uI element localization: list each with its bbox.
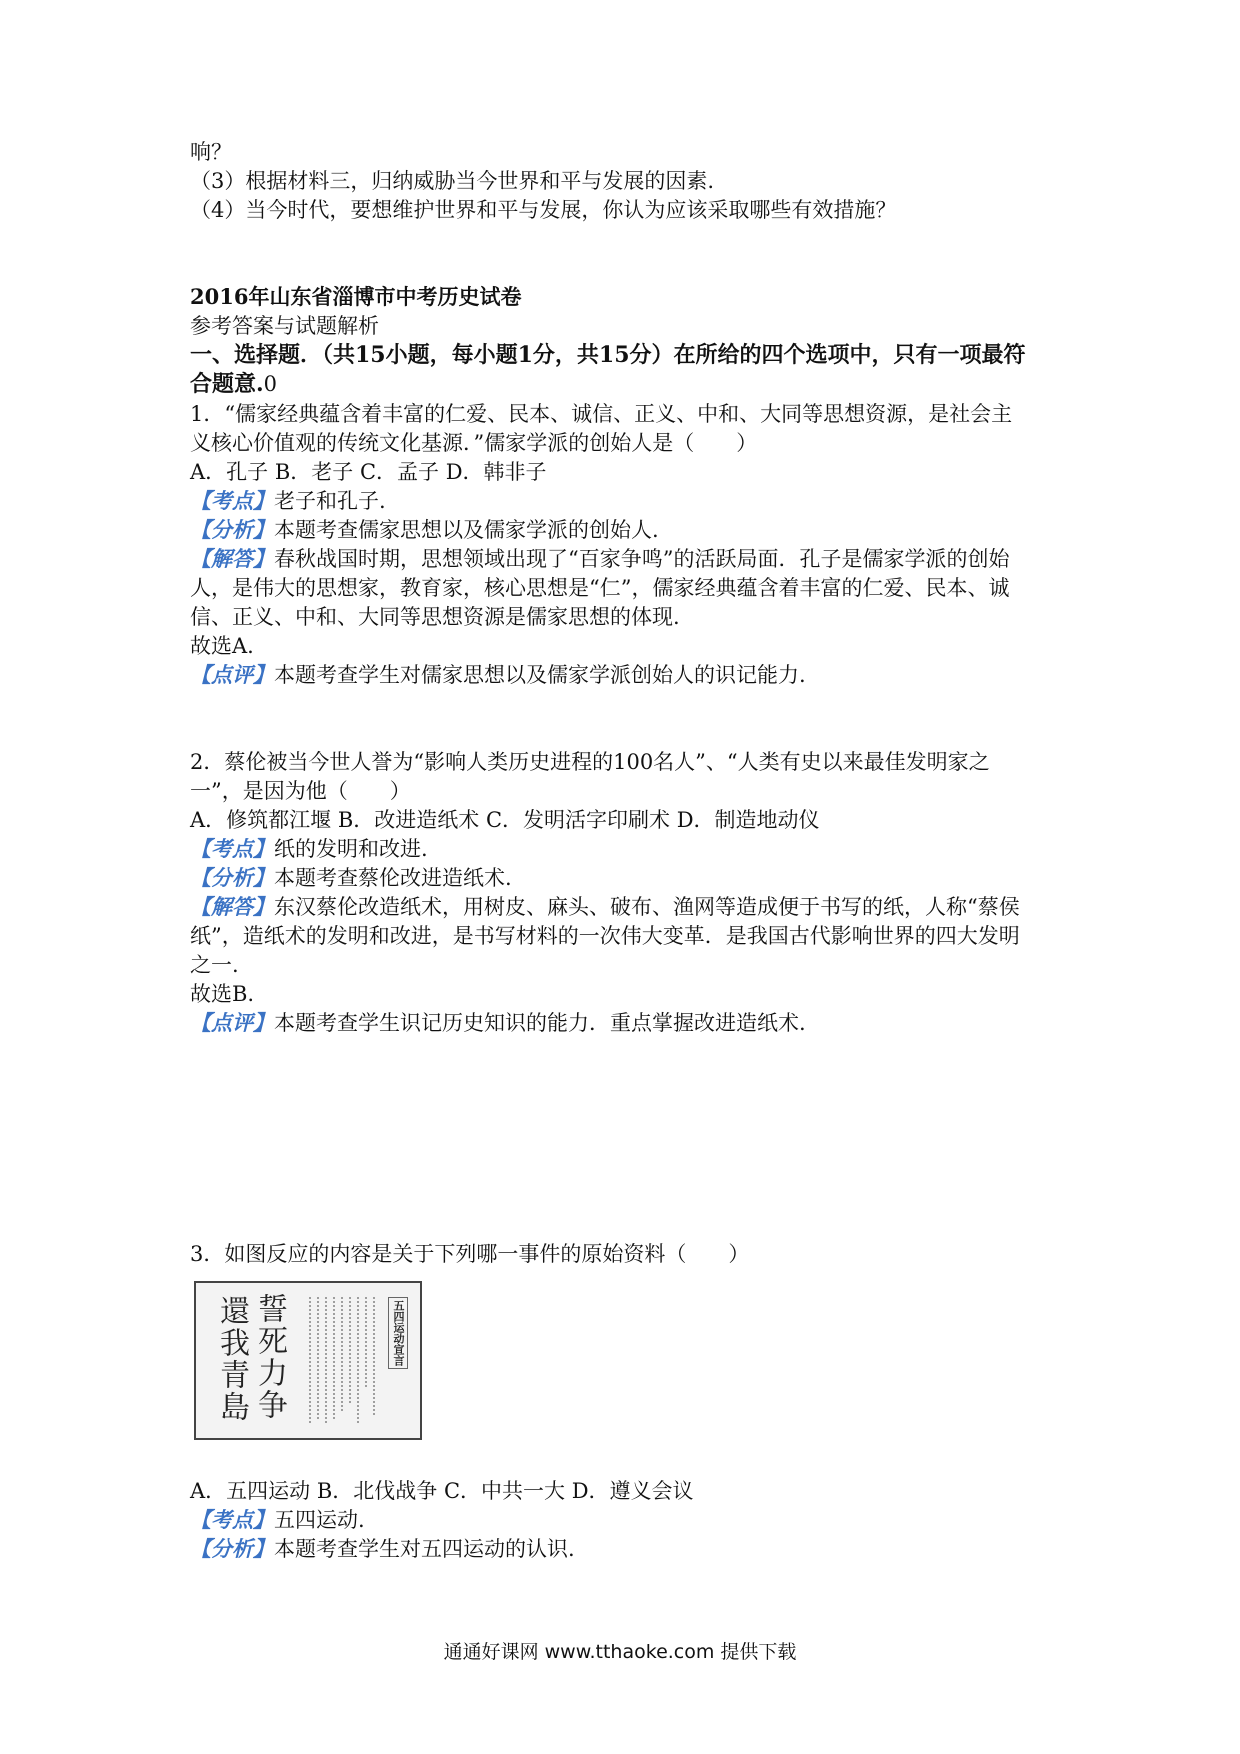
newspaper-figure: [194, 1281, 422, 1440]
q1-jieda: [190, 545, 1009, 573]
q3-fenxi: [190, 1535, 575, 1563]
figure-heading: 五四运动宣言: [388, 1297, 408, 1369]
q1-text: 义核心价值观的传统文化基源．”儒家学派的创始人是（ ）: [190, 431, 758, 455]
q2-jieda: [190, 893, 1020, 921]
jieda-text: 春秋战国时期，思想领域出现了“百家争鸣”的活跃局面．孔子是儒家学派的创始: [274, 547, 1010, 571]
q2-text: 一”，是因为他（ ）: [190, 779, 411, 803]
section-heading-end: 合题意.: [190, 371, 264, 397]
dianping-tag: 【点评】: [190, 1010, 274, 1035]
dianping-text: 本题考查学生对儒家思想以及儒家学派创始人的识记能力.: [274, 663, 806, 687]
section-heading-cont: [190, 370, 277, 398]
figure-slogan-right: 誓死力争: [252, 1293, 287, 1421]
section-suffix: 0: [263, 372, 278, 396]
page-footer: 通通好课网 www.tthaoke.com 提供下载: [443, 1641, 797, 1663]
q2-answer: 故选B.: [190, 982, 255, 1006]
text-line: （4）当今时代，要想维护世界和平与发展，你认为应该采取哪些有效措施？: [190, 198, 897, 222]
dianping-tag: 【点评】: [190, 662, 274, 687]
q3-text: 3．如图反应的内容是关于下列哪一事件的原始资料（ ）: [190, 1242, 750, 1266]
text-line: （3）根据材料三，归纳威胁当今世界和平与发展的因素.: [190, 169, 715, 193]
q2-dianping: [190, 1009, 806, 1037]
doc-subtitle: 参考答案与试题解析: [190, 314, 379, 338]
jieda-tag: 【解答】: [190, 546, 274, 571]
kaodian-text: 纸的发明和改进.: [274, 837, 428, 861]
dianping-text: 本题考查学生识记历史知识的能力．重点掌握改进造纸术.: [274, 1011, 806, 1035]
q2-fenxi: [190, 864, 512, 892]
figure-slogan-left: 還我青島: [214, 1295, 249, 1423]
doc-title: 2016年山东省淄博市中考历史试卷: [190, 284, 522, 309]
section-heading: 一、选择题．（共15小题，每小题1分，共15分）在所给的四个选项中，只有一项最符: [190, 342, 1026, 368]
kaodian-text: 五四运动.: [274, 1508, 365, 1532]
kaodian-text: 老子和孔子.: [274, 489, 386, 513]
fenxi-text: 本题考查儒家思想以及儒家学派的创始人.: [274, 518, 659, 542]
q1-options: A．孔子 B．老子 C．孟子 D．韩非子: [190, 460, 547, 484]
text-line: 响？: [190, 140, 232, 164]
kaodian-tag: 【考点】: [190, 1507, 274, 1532]
q3-kaodian: [190, 1506, 365, 1534]
fenxi-tag: 【分析】: [190, 1536, 274, 1561]
fenxi-text: 本题考查蔡伦改进造纸术.: [274, 866, 512, 890]
figure-small-text: [304, 1293, 384, 1431]
fenxi-text: 本题考查学生对五四运动的认识.: [274, 1537, 575, 1561]
q2-kaodian: [190, 835, 428, 863]
q2-text: 2．蔡伦被当今世人誉为“影响人类历史进程的100名人”、“人类有史以来最佳发明家之: [190, 750, 990, 774]
kaodian-tag: 【考点】: [190, 836, 274, 861]
q3-options: A．五四运动 B．北伐战争 C．中共一大 D．遵义会议: [190, 1479, 694, 1503]
q1-fenxi: [190, 516, 659, 544]
q1-text: 1．“儒家经典蕴含着丰富的仁爱、民本、诚信、正义、中和、大同等思想资源，是社会主: [190, 402, 1013, 426]
fenxi-tag: 【分析】: [190, 517, 274, 542]
q1-jieda-cont: 信、正义、中和、大同等思想资源是儒家思想的体现.: [190, 605, 680, 629]
q1-kaodian: [190, 487, 386, 515]
q2-options: A．修筑都江堰 B．改进造纸术 C．发明活字印刷术 D．制造地动仪: [190, 808, 820, 832]
q2-jieda-cont: 之一.: [190, 953, 239, 977]
jieda-tag: 【解答】: [190, 894, 274, 919]
q1-dianping: [190, 661, 806, 689]
jieda-text: 东汉蔡伦改造纸术，用树皮、麻头、破布、渔网等造成便于书写的纸，人称“蔡侯: [274, 895, 1020, 919]
q1-answer: 故选A.: [190, 634, 254, 658]
q1-jieda-cont: 人，是伟大的思想家，教育家，核心思想是“仁”，儒家经典蕴含着丰富的仁爱、民本、诚: [190, 576, 1010, 600]
fenxi-tag: 【分析】: [190, 865, 274, 890]
kaodian-tag: 【考点】: [190, 488, 274, 513]
q2-jieda-cont: 纸”，造纸术的发明和改进，是书写材料的一次伟大变革．是我国古代影响世界的四大发明: [190, 924, 1020, 948]
